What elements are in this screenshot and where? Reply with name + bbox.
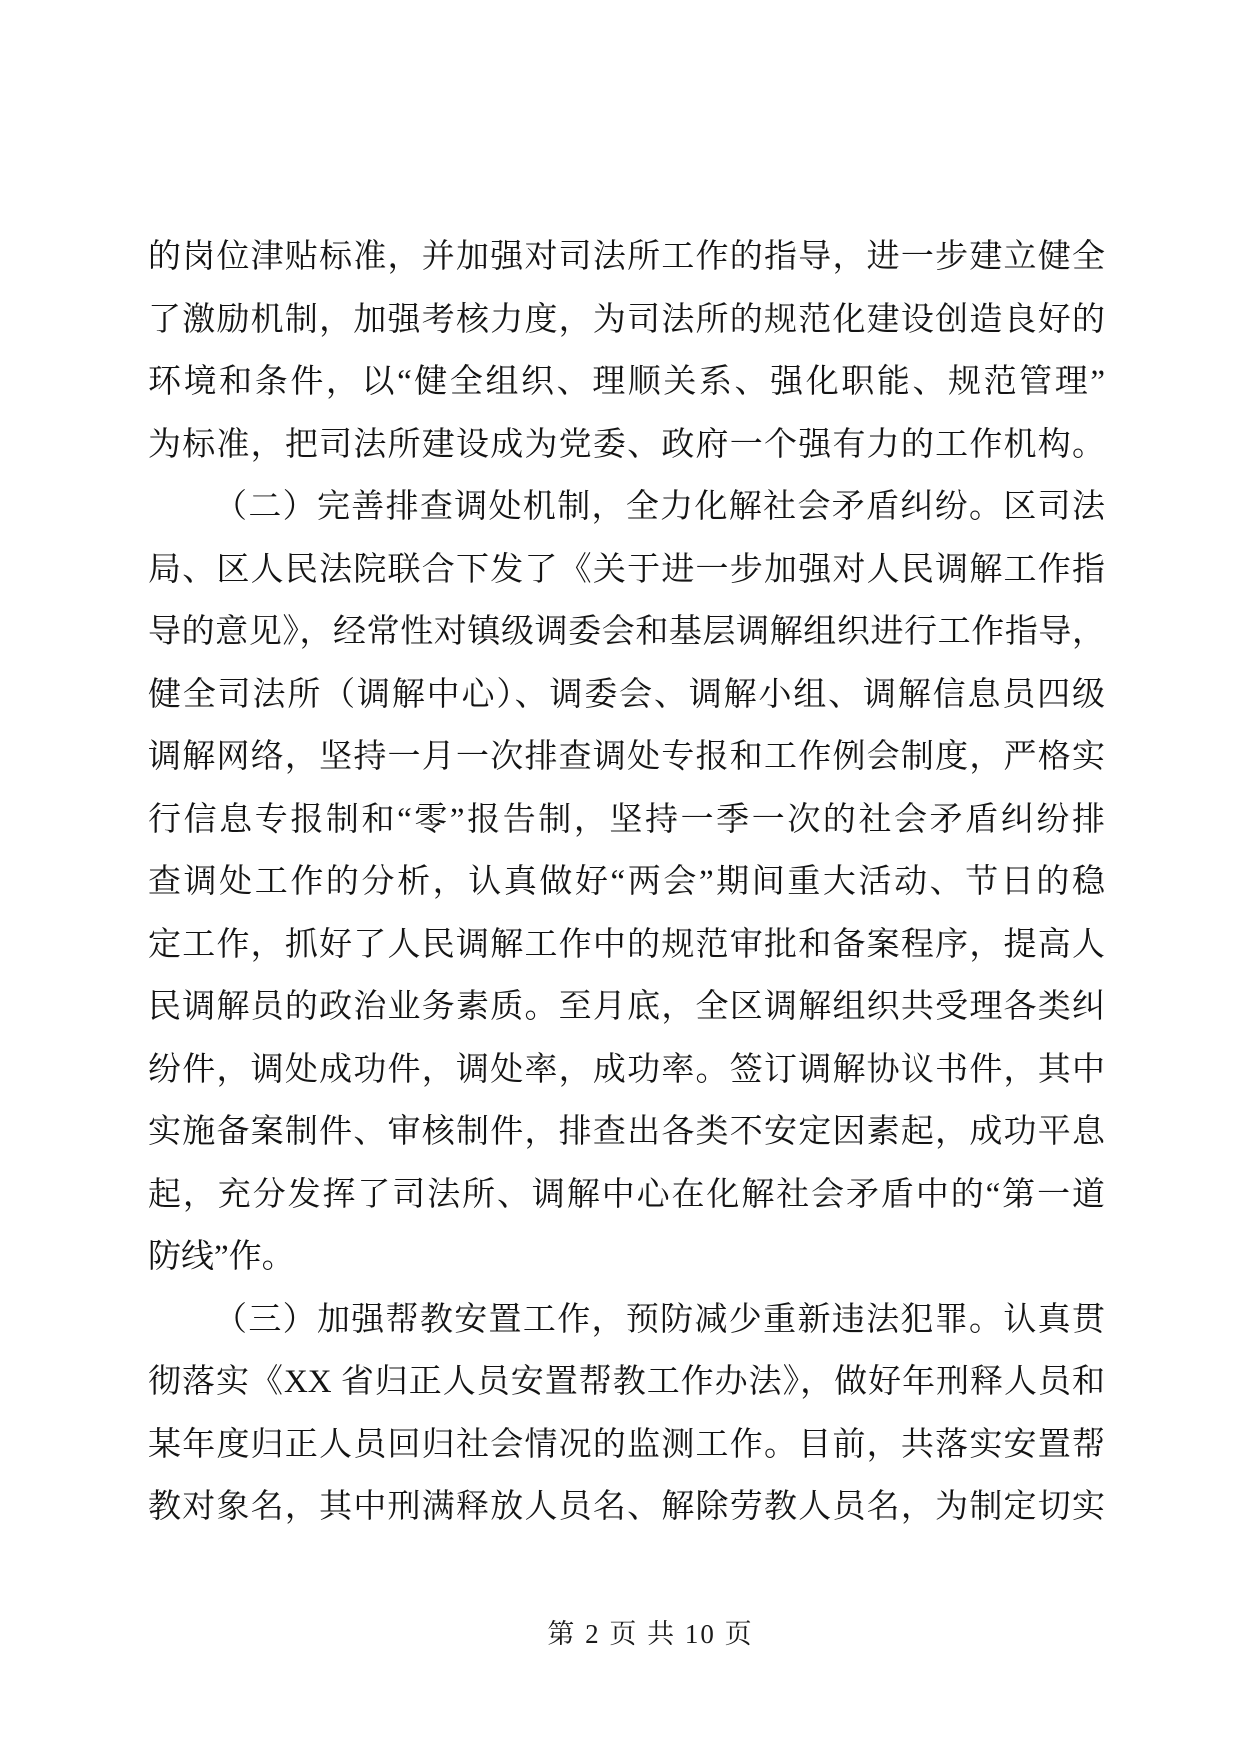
text-line: 实施备案制件、审核制件，排查出各类不安定因素起，成功平息 bbox=[148, 1114, 1105, 1150]
text-line: 查调处工作的分析，认真做好“两会”期间重大活动、节日的稳 bbox=[148, 864, 1105, 900]
text-line: 民调解员的政治业务素质。至月底，全区调解组织共受理各类纠 bbox=[148, 989, 1105, 1025]
text-line: （三）加强帮教安置工作，预防减少重新违法犯罪。认真贯 bbox=[214, 1301, 1105, 1338]
text-line: 健全司法所（调解中心）、调委会、调解小组、调解信息员四级 bbox=[148, 676, 1105, 713]
page-number-footer: 第 2 页 共 10 页 bbox=[547, 1619, 754, 1649]
text-line: 纷件，调处成功件，调处率，成功率。签订调解协议书件，其中 bbox=[148, 1051, 1105, 1088]
text-line: 环境和条件，以“健全组织、理顺关系、强化职能、规范管理” bbox=[148, 364, 1105, 400]
text-line: 导的意见》，经常性对镇级调委会和基层调解组织进行工作指导， bbox=[148, 614, 1105, 650]
text-line: 的岗位津贴标准，并加强对司法所工作的指导，进一步建立健全 bbox=[148, 239, 1105, 275]
text-line: 行信息专报制和“零”报告制，坚持一季一次的社会矛盾纠纷排 bbox=[148, 801, 1105, 838]
text-line: 局、区人民法院联合下发了《关于进一步加强对人民调解工作指 bbox=[148, 551, 1105, 588]
text-line: 为标准，把司法所建设成为党委、政府一个强有力的工作机构。 bbox=[148, 426, 1105, 463]
text-line: 防线”作。 bbox=[148, 1239, 295, 1275]
document-lines bbox=[148, 226, 1105, 1539]
text-line: 教对象名，其中刑满释放人员名、解除劳教人员名，为制定切实 bbox=[148, 1489, 1105, 1525]
text-line: 调解网络，坚持一月一次排查调处专报和工作例会制度，严格实 bbox=[148, 739, 1105, 775]
text-line: （二）完善排查调处机制，全力化解社会矛盾纠纷。区司法 bbox=[214, 489, 1105, 525]
text-line: 某年度归正人员回归社会情况的监测工作。目前，共落实安置帮 bbox=[148, 1426, 1105, 1463]
text-line: 了激励机制，加强考核力度，为司法所的规范化建设创造良好的 bbox=[148, 301, 1105, 338]
text-line: 彻落实《XX 省归正人员安置帮教工作办法》，做好年刑释人员和 bbox=[148, 1364, 1105, 1400]
text-line: 起，充分发挥了司法所、调解中心在化解社会矛盾中的“第一道 bbox=[148, 1176, 1105, 1213]
text-line: 定工作，抓好了人民调解工作中的规范审批和备案程序，提高人 bbox=[148, 926, 1105, 963]
